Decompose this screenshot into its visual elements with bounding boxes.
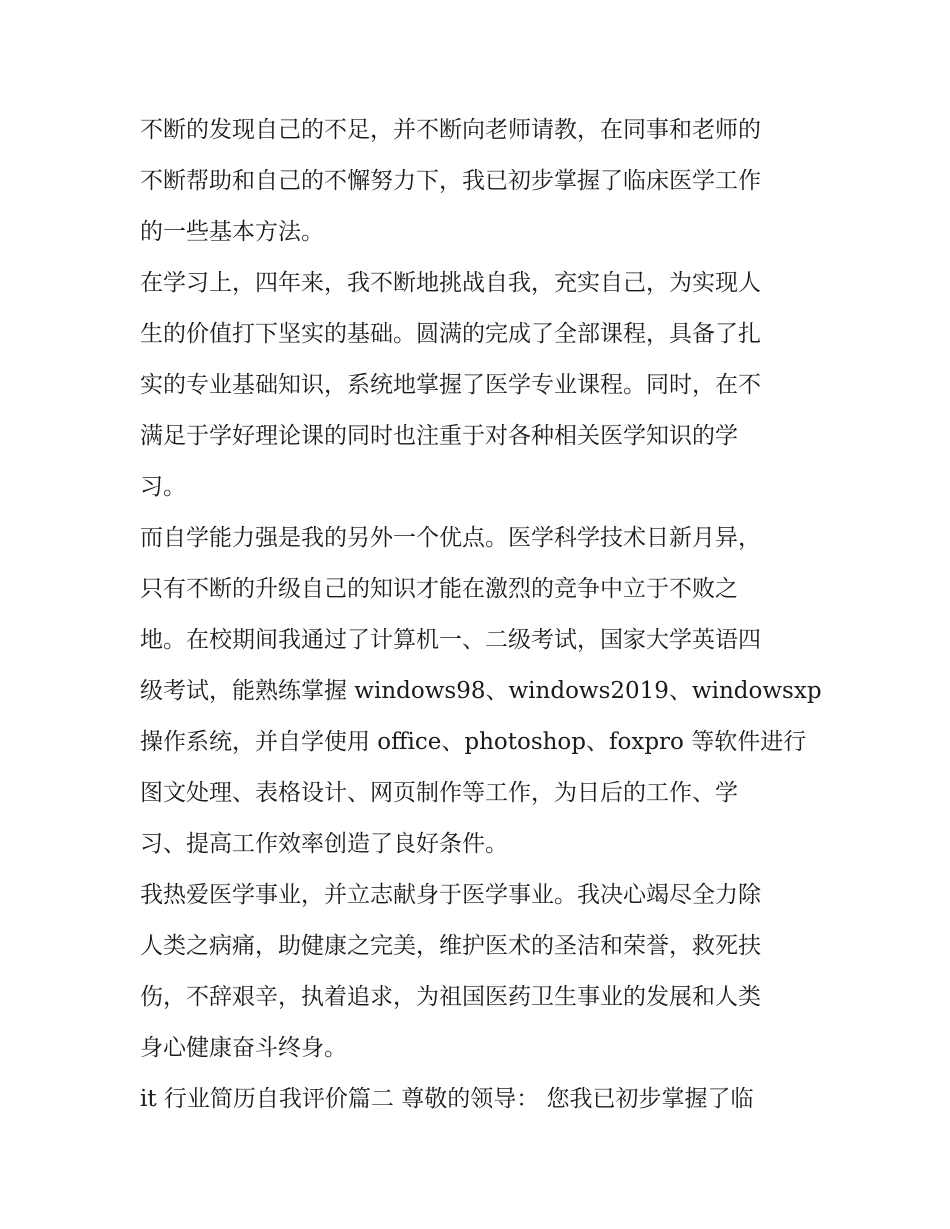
text-line: 操作系统，并自学使用 office、photoshop、foxpro 等软件进行 [140,729,807,755]
text-line: 实的专业基础知识，系统地掌握了医学专业课程。同时，在不 [140,372,761,398]
text-line: 人类之病痛，助健康之完美，维护医术的圣洁和荣誉，救死扶 [140,933,761,959]
paragraph-work-skills [140,105,820,258]
document-page [140,105,820,1125]
text-line: 满足于学好理论课的同时也注重于对各种相关医学知识的学 [140,423,738,449]
text-line: 伤，不辞艰辛，执着追求，为祖国医药卫生事业的发展和人类 [140,984,761,1010]
text-line: 不断帮助和自己的不懈努力下，我已初步掌握了临床医学工作 [140,168,761,194]
text-line: 习。 [140,474,186,500]
paragraph-study [140,258,820,513]
text-line: 不断的发现自己的不足，并不断向老师请教，在同事和老师的 [140,117,761,143]
text-line: 而自学能力强是我的另外一个优点。医学科学技术日新月异， [140,525,761,551]
text-line: it 行业简历自我评价篇二 尊敬的领导： 您我已初步掌握了临 [140,1086,754,1112]
text-line: 我热爱医学事业，并立志献身于医学事业。我决心竭尽全力除 [140,882,761,908]
text-line: 身心健康奋斗终身。 [140,1035,347,1061]
text-line: 地。在校期间我通过了计算机一、二级考试，国家大学英语四 [140,627,761,653]
text-line: 图文处理、表格设计、网页制作等工作，为日后的工作、学 [140,780,738,806]
paragraph-dedication [140,870,820,1074]
text-line: 只有不断的升级自己的知识才能在激烈的竞争中立于不败之 [140,576,738,602]
paragraph-next-section [140,1074,820,1125]
paragraph-self-learning [140,513,820,870]
text-line: 的一些基本方法。 [140,219,324,245]
text-line: 生的价值打下坚实的基础。圆满的完成了全部课程，具备了扎 [140,321,761,347]
text-line: 级考试，能熟练掌握 windows98、windows2019、windowsxp [140,678,822,704]
text-line: 在学习上，四年来，我不断地挑战自我，充实自己，为实现人 [140,270,761,296]
text-line: 习、提高工作效率创造了良好条件。 [140,831,508,857]
